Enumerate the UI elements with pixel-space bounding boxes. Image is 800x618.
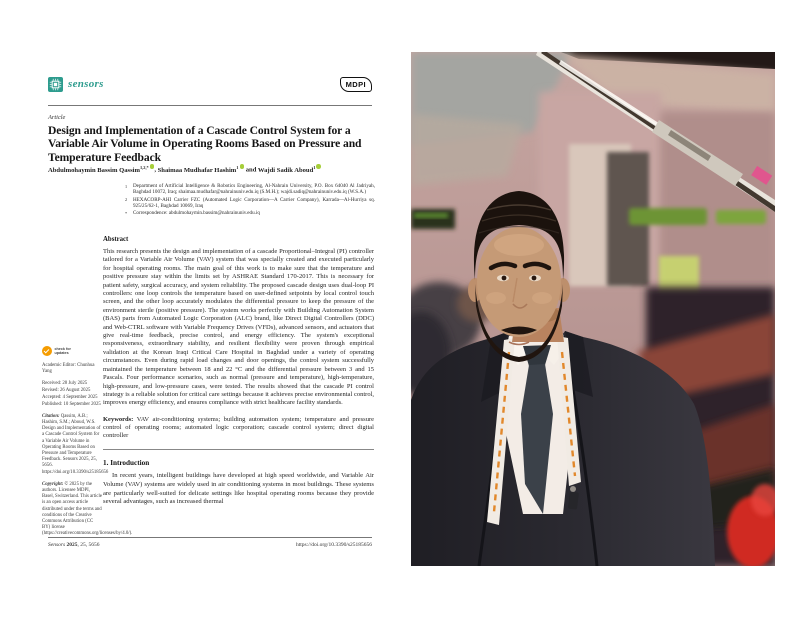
- accepted-date: Accepted: 4 September 2025: [42, 394, 98, 400]
- page-footer: [48, 537, 372, 548]
- citation-note: Citation: Qassim, A.B.; Hashim, S.M.; Aboud, W.S. Design and Implementation of a Cascade Control System for a Variable Air Volume in Operating Rooms Based on Pressure and Temperature Feedback. Sensors 2025, 25, 5656. https://doi.org/10.3390/s25185656: [42, 413, 109, 475]
- masthead: [48, 73, 372, 95]
- copyright-note: Copyright: © 2025 by the authors. Licensee MDPI, Basel, Switzerland. This article is an open access article distributed under the terms and conditions of the Creative Commons Attribution (CC BY) license (https://creativecommons.org/licenses/by/4.0/).: [42, 481, 133, 537]
- main-column: [103, 236, 374, 507]
- revised-date: Revised: 26 August 2025: [42, 388, 91, 394]
- author-3: Wajdi Sadik Aboud$^1$: [258, 167, 321, 174]
- abstract-text: This research presents the design and implementation of a cascade Proportional–Integral (PI) controller tailored for a Variable Air Volume (VAV) system that was specially created and executed particularly for hospital operating rooms. The main goal of this work is to make sure that the temperature and positive pressure stay within the limits set by ASHRAE Standard 170-2017. This is necessary for patient safety, surgical accuracy, and system reliability. The proposed cascade design uses dual-loop PI controllers: one loop controls the temperature based on user-defined setpoints by local control touch screen, and the other loop accurately modulates the differential pressure to keep the pressure of the environment sterile (positive pressure). The system works perfectly with Building Automation System (BAS) parts from Automated Logic Corporation (ALC) brand, like Direct Digital Controllers (DDC) and Web-CTRL software with Variable Frequency Drives (VFDs), advanced sensors, and actuators that give real-time feedback, precise control, and energy efficiency. The system's exceptional responsiveness, extraordinary stability, and resilient flexibility were proven through empirical validation at the Korean Iraqi Critical Care Hospital in Baghdad under a variety of operating circumstances. Even during rapid load changes and door openings, the control system successfully maintained the temperature between 18 and 22 °C and the differential pressure between 3 and 15 Pascals. Four performance scenarios, such as normal (pressure and temperature), high-temperature, high-pressure, and low-pressure cases, were tested. The results showed that the cascade PI control strategy is a reliable solution for critical care settings because it achieves precise environmental control, improves energy efficiency, and ensures compliance with strict healthcare facility standards.: [103, 248, 374, 407]
- article-type-label: Article: [48, 114, 66, 121]
- affiliation-list: [125, 183, 375, 218]
- orcid-icon: [316, 164, 321, 169]
- author-list: Abdulmohaymin Bassim Qassim$^{1,2,*}$ , Shaimaa Mudhafar Hashim$^1$ and Wajdi Sadik Aboud$^1$: [48, 164, 378, 174]
- introduction-text: In recent years, intelligent buildings have developed at high speed worldwide, and Variable Air Volume (VAV) systems are widely used in air conditioning systems in most buildings. These systems are particularly well-suited for delicate settings like hospital operating rooms because they provide several advantages, such as increased thermal: [103, 472, 374, 506]
- academic-editor-note: Academic Editor: Chunhua Yang: [42, 363, 95, 375]
- author-1: Abdulmohaymin Bassim Qassim$^{1,2,*}$: [48, 167, 154, 174]
- check-for-updates-badge[interactable]: [42, 346, 102, 356]
- received-date: Received: 28 July 2025: [42, 381, 88, 387]
- doi-link[interactable]: https://doi.org/10.3390/s25185656: [296, 542, 372, 548]
- abstract-heading: Abstract: [103, 236, 129, 243]
- article-title: Design and Implementation of a Cascade Control System for a Variable Air Volume in Operating Rooms Based on Pressure and Temperature Feedback: [48, 124, 362, 164]
- affiliation-row: * Correspondence: abdulmohaymin.bassim@nahrainuniv.edu.iq: [125, 210, 260, 217]
- journal-logo: [48, 77, 104, 92]
- journal-citation-footer: Sensors 2025, 25, 5656: [48, 542, 100, 548]
- affiliation-row: 1 Department of Artificial Intelligence & Robotics Engineering, Al-Nahrain University, P.O. Box 64040 Al Jadriyah, Baghdad 10072, Iraq; shaimaa.mudhafar@nahrainuniv.edu.iq (S.M.H.); wajdi.sadiq@nahrainuniv.edu.iq (W.S.A.): [125, 183, 375, 196]
- section-divider: [103, 449, 374, 450]
- author-2: Shaimaa Mudhafar Hashim$^1$: [158, 167, 244, 174]
- check-for-updates-label: check for updates: [54, 346, 71, 355]
- paper-page: [30, 15, 392, 603]
- introduction-heading: 1. Introduction: [103, 459, 150, 468]
- mdpi-logo: MDPI: [340, 77, 372, 92]
- keywords-text: Keywords: VAV air-conditioning systems; building automation system; temperature and pressure control of operating rooms; automated logic corporation; cascade control system; direct digital controller: [103, 415, 374, 440]
- journal-name: sensors: [68, 78, 104, 90]
- sensors-chip-icon: [48, 77, 63, 92]
- check-icon: [42, 346, 52, 356]
- published-date: Published: 10 September 2025: [42, 401, 101, 407]
- history-dates: [42, 381, 102, 407]
- masthead-divider: [48, 105, 372, 106]
- portrait-photo: [411, 52, 775, 566]
- affiliation-row: 2 HEXACORP-AHI Carrier FZC (Automated Logic Corporation—A Carrier Company), Karrada—Al-Hurriya sq. 925/25/62-1, Baghdad 10069, Iraq: [125, 196, 375, 209]
